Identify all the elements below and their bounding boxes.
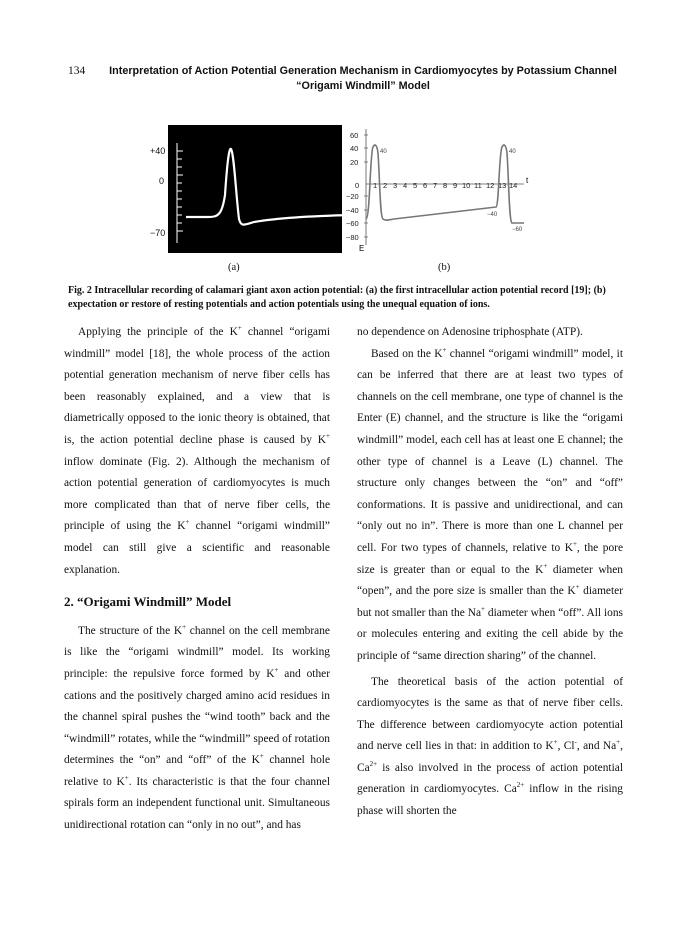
xtick: 7	[433, 181, 438, 190]
figure-panel-a	[168, 125, 352, 253]
panel-b-plot	[342, 123, 532, 255]
annotation: −40	[487, 212, 498, 218]
figure-panel-b	[342, 123, 532, 255]
paragraph: The theoretical basis of the action potential of cardiomyocytes is the same as that of nerve fiber cells. The difference between cardiomyocyte action potential and nerve cell lies in that: in addition to K+, Cl-, and Na+, $Ca^{2+}$ is also involved in the process of action potential generation in cardiomyocytes. $Ca^{2+}$ inflow in the rising phase will shorten the	[357, 675, 623, 818]
xtick: 14	[509, 181, 518, 190]
xtick: 13	[498, 181, 507, 190]
paragraph: no dependence on Adenosine triphosphate (ATP).	[357, 326, 583, 338]
figure-caption: Fig. 2 Intracellular recording of calamari giant axon action potential: (a) the first intracellular action potential record [19]; (b) expectation or restore of resting potentials and action potentials using the unequal equation of ions.	[68, 285, 606, 310]
section-heading: 2. “Origami Windmill” Model	[64, 594, 232, 610]
ytick: −80	[346, 233, 359, 242]
paragraph: Applying the principle of the K+ channel “origami windmill” model [18], the whole process of the action potential generation mechanism of nerve fiber cells has been reasonably explained, and a view that is diametrically opposed to the ionic theory is obtained, that is, the action potential decline phase is caused by K+ inflow dominate (Fig. 2). Although the mechanism of action potential generation of cardiomyocytes is much more complicated than that of nerve fiber cells, the principle of using the K+ channel “origami windmill” model can still give a scientific and reasonable explanation.	[64, 324, 330, 576]
ytick: −60	[346, 219, 359, 228]
t-axis-label: t	[526, 176, 529, 185]
xtick: 3	[393, 181, 398, 190]
panel-a-ytick-70: −70	[150, 228, 166, 238]
e-axis-label: E	[359, 244, 365, 253]
xtick: 10	[462, 181, 471, 190]
page-number: 134	[68, 65, 86, 77]
ytick: −20	[346, 192, 359, 201]
right-column	[357, 322, 623, 823]
xtick: 11	[474, 181, 482, 190]
page-header	[68, 64, 628, 94]
panel-a-ytick-40: +40	[150, 146, 166, 156]
xtick: 8	[443, 181, 448, 190]
paragraph: The structure of the K+ channel on the cell membrane is like the “origami windmill” model. Its working principle: the repulsive force formed by K+ and other cations and the positively charged amino acid residues in the channel spiral pushes the “wind tooth” back and the “windmill” rotates, while the “windmill” speed of rotation determines the “on” and “off” of the K+ channel hole relative to K+. Its characteristic is that the four channel spirals form an independent functional unit. Simultaneous unidirectional rotation can “only in no out”, and has	[64, 622, 330, 832]
running-title: Interpretation of Action Potential Generation Mechanism in Cardiomyocytes by Potassium Channel “Origami Windmill” Model	[109, 65, 617, 92]
xtick: 5	[413, 181, 418, 190]
ytick: −40	[346, 206, 359, 215]
annotation: 40	[509, 149, 516, 155]
panel-a-label: (a)	[228, 262, 240, 273]
ytick: 0	[355, 181, 360, 190]
left-column	[64, 322, 330, 837]
annotation: 40	[380, 149, 387, 155]
xtick: 1	[373, 181, 378, 190]
xtick: 12	[486, 181, 495, 190]
panel-a-trace	[186, 149, 352, 225]
panel-a-ticks	[177, 151, 183, 231]
annotation: −60	[512, 227, 523, 233]
xtick: 4	[403, 181, 408, 190]
panel-b-label: (b)	[438, 262, 451, 273]
paragraph: Based on the K+ channel “origami windmill” model, it can be inferred that there are at least two types of channels on the cell membrane, one type of channel is the Enter (E) channel, and the structure is like the “origami windmill” model, each cell has at least one E channel; the other type of channel is a Leave (L) channel. The structure only changes between the “on” and “off” conformations. It is passive and unidirectional, and can “only out no in”. There is more than one L channel per cell. For two types of channels, relative to K+, the pore size is greater than or equal to the K+ diameter when “open”, and the pore size is smaller than the K+ diameter but not smaller than the Na+ diameter when “off”. All ions or molecules entering and exiting the cell abide by the principle of “same direction sharing” of the channel.	[357, 345, 623, 662]
ytick: 60	[350, 131, 359, 140]
ytick: 20	[350, 158, 359, 167]
panel-a-plot	[168, 125, 352, 253]
xtick: 9	[453, 181, 458, 190]
ytick: 40	[350, 144, 359, 153]
panel-a-ytick-0: 0	[159, 176, 165, 186]
xtick: 2	[383, 181, 388, 190]
xtick: 6	[423, 181, 428, 190]
